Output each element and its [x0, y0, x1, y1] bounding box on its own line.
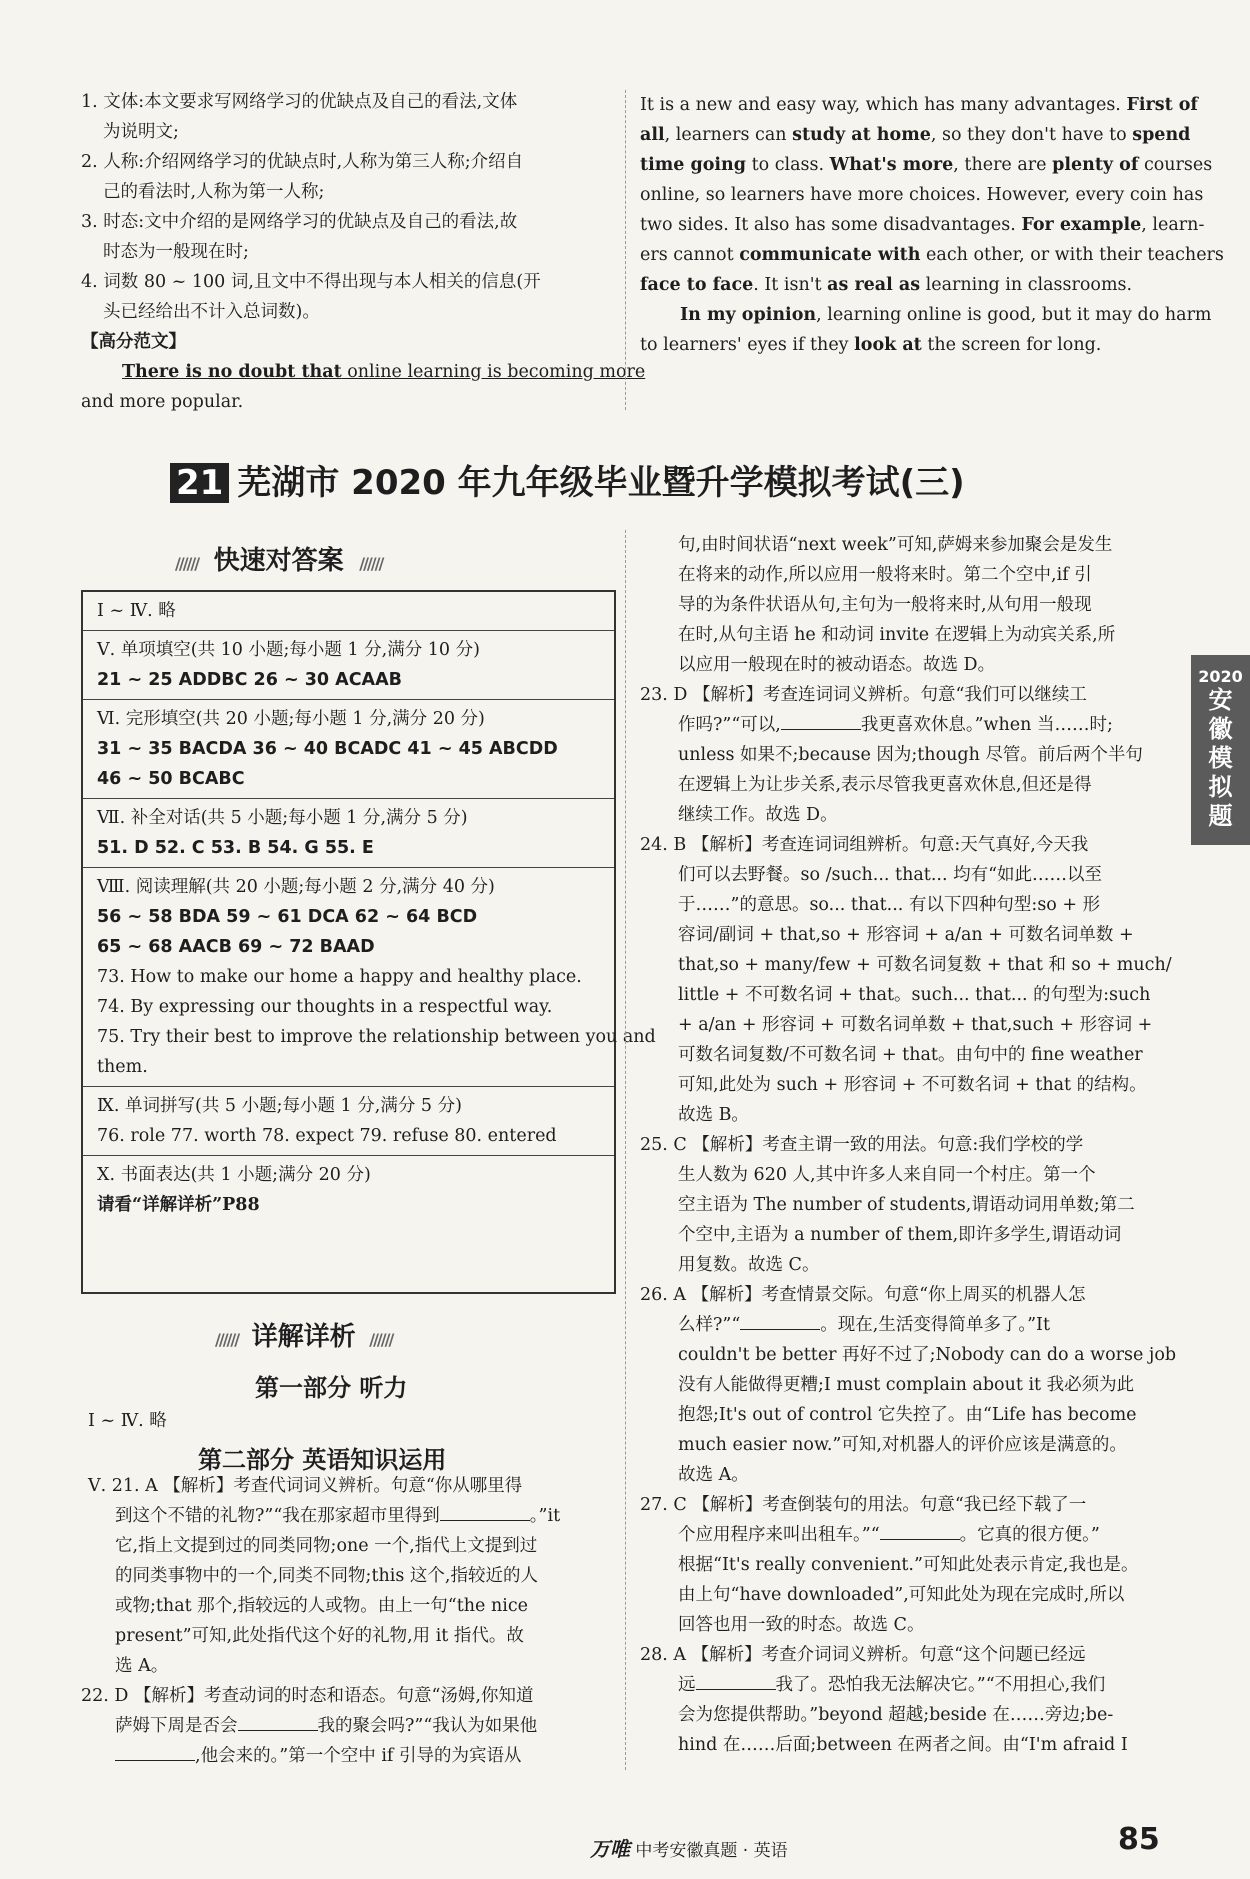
q26-line: 抱怨;It's out of control 它失控了。由“Life has become: [678, 1405, 1137, 1425]
q27-line: 由上句“have downloaded”,可知此处为现在完成时,所以: [678, 1585, 1125, 1605]
answer-text: 76. role 77. worth 78. expect 79. refuse 80. entered: [97, 1126, 557, 1146]
part-1-answer: Ⅰ ~ Ⅳ. 略: [88, 1411, 167, 1431]
q21-line: 它,指上文提到过的同类同物;one 一个,指代上文提到过: [115, 1536, 538, 1556]
q27-line: 个应用程序来叫出租车。”“ 。它真的很方便。”: [678, 1520, 1100, 1550]
quick-answers-heading: ////// 快速对答案 //////: [175, 546, 383, 576]
answer-heading: Ⅷ. 阅读理解(共 20 小题;每小题 2 分,满分 40 分): [97, 877, 495, 897]
model-essay-line-2: and more popular.: [81, 392, 244, 412]
requirement-3: 3. 时态:文中介绍的是网络学习的优缺点及自己的看法,故: [81, 212, 518, 232]
q25-line: 空主语为 The number of students,谓语动词用单数;第二: [678, 1195, 1135, 1215]
answer-text: 74. By expressing our thoughts in a respectful way.: [97, 997, 553, 1017]
essay-line-2: all, learners can study at home, so they don't have to spend: [640, 125, 1191, 145]
model-essay-title: 【高分范文】: [81, 332, 186, 352]
q24-line: 故选 B。: [678, 1105, 749, 1125]
requirement-1: 1. 文体:本文要求写网络学习的优缺点及自己的看法,文体: [81, 92, 518, 112]
answer-row-7: [83, 1156, 614, 1224]
essay-line-1: It is a new and easy way, which has many advantages. First of: [640, 95, 1198, 115]
requirement-4-cont: 头已经给出不计入总词数)。: [103, 302, 320, 322]
requirement-2: 2. 人称:介绍网络学习的优缺点时,人称为第三人称;介绍自: [81, 152, 524, 172]
answer-heading: Ⅴ. 单项填空(共 10 小题;每小题 1 分,满分 10 分): [97, 640, 480, 660]
q26-line: much easier now.”可知,对机器人的评价应该是满意的。: [678, 1435, 1127, 1455]
q21-line: Ⅴ. 21. A 【解析】考查代词词义辨析。句意“你从哪里得: [88, 1476, 523, 1496]
q21-line: 选 A。: [115, 1656, 169, 1676]
q22-line: 22. D 【解析】考查动词的时态和语态。句意“汤姆,你知道: [81, 1686, 534, 1706]
answer-text: 75. Try their best to improve the relationship between you and: [97, 1027, 656, 1047]
q25-line: 生人数为 620 人,其中许多人来自同一个村庄。第一个: [678, 1165, 1096, 1185]
detail-heading: ////// 详解详析 //////: [215, 1322, 393, 1352]
essay-line-9: to learners' eyes if they look at the screen for long.: [640, 335, 1102, 355]
answer-row-6: [83, 1087, 614, 1156]
q22-cont: 在时,从句主语 he 和动词 invite 在逻辑上为动宾关系,所: [678, 625, 1116, 645]
essay-line-6: ers cannot communicate with each other, or with their teachers: [640, 245, 1224, 265]
side-tab: [1191, 655, 1250, 845]
q28-line: hind 在……后面;between 在两者之间。由“I'm afraid I: [678, 1735, 1128, 1755]
answer-heading: Ⅶ. 补全对话(共 5 小题;每小题 1 分,满分 5 分): [97, 808, 468, 828]
answer-heading: Ⅸ. 单词拼写(共 5 小题;每小题 1 分,满分 5 分): [97, 1096, 462, 1116]
q24-line: 们可以去野餐。so /such... that... 均有“如此……以至: [678, 865, 1103, 885]
q22-cont: 以应用一般现在时的被动语态。故选 D。: [678, 655, 996, 675]
side-tab-char: 徽: [1208, 715, 1233, 743]
requirement-3-cont: 时态为一般现在时;: [103, 242, 249, 262]
side-tab-year: 2020: [1198, 667, 1243, 686]
answer-text: 73. How to make our home a happy and healthy place.: [97, 967, 582, 987]
q22-cont: 句,由时间状语“next week”可知,萨姆来参加聚会是发生: [678, 535, 1113, 555]
q23-line: 在逻辑上为让步关系,表示尽管我更喜欢休息,但还是得: [678, 775, 1092, 795]
requirement-2-cont: 己的看法时,人称为第一人称;: [103, 182, 325, 202]
q24-line: 24. B 【解析】考查连词词组辨析。句意:天气真好,今天我: [640, 835, 1089, 855]
q27-line: 27. C 【解析】考查倒装句的用法。句意“我已经下载了一: [640, 1495, 1087, 1515]
q28-line: 28. A 【解析】考查介词词义辨析。句意“这个问题已经远: [640, 1645, 1086, 1665]
requirement-1-cont: 为说明文;: [103, 122, 179, 142]
answer-text: Ⅰ ~ Ⅳ. 略: [97, 601, 176, 621]
model-essay-line-1: There is no doubt that online learning is becoming more: [122, 362, 646, 382]
answer-text: 56 ~ 58 BDA 59 ~ 61 DCA 62 ~ 64 BCD: [97, 907, 478, 927]
answer-text: 65 ~ 68 AACB 69 ~ 72 BAAD: [97, 937, 375, 957]
side-tab-char: 模: [1208, 744, 1233, 772]
answer-row-5: [83, 868, 656, 1087]
q28-line: 会为您提供帮助。”beyond 超越;beside 在……旁边;be-: [678, 1705, 1114, 1725]
requirement-4: 4. 词数 80 ~ 100 词,且文中不得出现与本人相关的信息(开: [81, 272, 541, 292]
q26-line: 26. A 【解析】考查情景交际。句意“你上周买的机器人怎: [640, 1285, 1086, 1305]
q27-line: 回答也用一致的时态。故选 C。: [678, 1615, 925, 1635]
quick-answers-box: [81, 590, 656, 1294]
exam-number: 21: [170, 463, 229, 503]
q26-line: couldn't be better 再好不过了;Nobody can do a worse job: [678, 1345, 1177, 1365]
answer-row-1: [83, 592, 614, 631]
part-1-heading: 第一部分 听力: [255, 1374, 408, 1402]
q22-line: ,他会来的。”第一个空中 if 引导的为宾语从: [115, 1741, 521, 1771]
q21-line: present”可知,此处指代这个好的礼物,用 it 指代。故: [115, 1626, 524, 1646]
column-divider-bottom: [625, 530, 626, 1770]
answer-text: 请看“详解详析”P88: [97, 1195, 260, 1215]
q23-line: 23. D 【解析】考查连词词义辨析。句意“我们可以继续工: [640, 685, 1087, 705]
side-tab-char: 安: [1208, 686, 1233, 714]
answer-row-3: [83, 700, 614, 799]
answer-heading: Ⅹ. 书面表达(共 1 小题;满分 20 分): [97, 1165, 371, 1185]
q22-line: 萨姆下周是否会 我的聚会吗?”“我认为如果他: [115, 1711, 537, 1741]
essay-line-4: online, so learners have more choices. However, every coin has: [640, 185, 1204, 205]
answer-row-2: [83, 631, 614, 700]
essay-line-3: time going to class. What's more, there are plenty of courses: [640, 155, 1213, 175]
answer-text: 31 ~ 35 BACDA 36 ~ 40 BCADC 41 ~ 45 ABCDD: [97, 739, 558, 759]
footer: [590, 1833, 788, 1862]
column-divider-top: [625, 90, 626, 410]
q24-line: little + 不可数名词 + that。such... that... 的句型为:such: [678, 985, 1151, 1005]
answer-text: 46 ~ 50 BCABC: [97, 769, 245, 789]
q22-cont: 在将来的动作,所以应用一般将来时。第二个空中,if 引: [678, 565, 1092, 585]
q28-line: 远 我了。恐怕我无法解决它。”“不用担心,我们: [678, 1670, 1105, 1700]
essay-line-8: In my opinion, learning online is good, but it may do harm: [680, 305, 1212, 325]
q26-line: 故选 A。: [678, 1465, 749, 1485]
q26-line: 么样?”“ 。现在,生活变得简单多了。”It: [678, 1310, 1050, 1340]
side-tab-char: 题: [1208, 802, 1233, 830]
q24-line: + a/an + 形容词 + 可数名词单数 + that,such + 形容词 +: [678, 1015, 1153, 1035]
q25-line: 个空中,主语为 a number of them,即许多学生,谓语动词: [678, 1225, 1122, 1245]
q21-line: 或物;that 那个,指较远的人或物。由上一句“the nice: [115, 1596, 528, 1616]
q26-line: 没有人能做得更糟;I must complain about it 我必须为此: [678, 1375, 1135, 1395]
q23-line: unless 如果不;because 因为;though 尽管。前后两个半句: [678, 745, 1143, 765]
q21-line: 的同类事物中的一个,同类不同物;this 这个,指较近的人: [115, 1566, 538, 1586]
answer-row-4: [83, 799, 614, 868]
q23-line: 继续工作。故选 D。: [678, 805, 838, 825]
answer-heading: Ⅵ. 完形填空(共 20 小题;每小题 1 分,满分 20 分): [97, 709, 485, 729]
page-number: 85: [1118, 1822, 1160, 1857]
q23-line: 作吗?”“可以, 我更喜欢休息。”when 当……时;: [678, 710, 1113, 740]
q27-line: 根据“It's really convenient.”可知此处表示肯定,我也是。: [678, 1555, 1139, 1575]
footer-brand: 万唯: [590, 1837, 630, 1861]
q24-line: that,so + many/few + 可数名词复数 + that 和 so + much/: [678, 955, 1172, 975]
q24-line: 于……”的意思。so... that... 有以下四种句型:so + 形: [678, 895, 1101, 915]
part-2-heading: 第二部分 英语知识运用: [198, 1446, 447, 1474]
answer-text: 21 ~ 25 ADDBC 26 ~ 30 ACAAB: [97, 670, 402, 690]
answer-text: 51. D 52. C 53. B 54. G 55. E: [97, 838, 374, 858]
q24-line: 可数名词复数/不可数名词 + that。由句中的 fine weather: [678, 1045, 1143, 1065]
q25-line: 25. C 【解析】考查主谓一致的用法。句意:我们学校的学: [640, 1135, 1084, 1155]
answer-text: them.: [97, 1057, 148, 1077]
q24-line: 容词/副词 + that,so + 形容词 + a/an + 可数名词单数 +: [678, 925, 1134, 945]
side-tab-char: 拟: [1208, 773, 1233, 801]
essay-line-7: face to face. It isn't as real as learning in classrooms.: [640, 275, 1133, 295]
essay-line-5: two sides. It also has some disadvantages. For example, learn-: [640, 215, 1205, 235]
q22-cont: 导的为条件状语从句,主句为一般将来时,从句用一般现: [678, 595, 1092, 615]
q24-line: 可知,此处为 such + 形容词 + 不可数名词 + that 的结构。: [678, 1075, 1147, 1095]
exam-title: 21 芜湖市 2020 年九年级毕业暨升学模拟考试(三): [170, 455, 965, 504]
q21-line: 到这个不错的礼物?”“我在那家超市里得到 。”it: [115, 1501, 560, 1531]
q25-line: 用复数。故选 C。: [678, 1255, 820, 1275]
footer-text: 中考安徽真题 · 英语: [635, 1841, 788, 1861]
